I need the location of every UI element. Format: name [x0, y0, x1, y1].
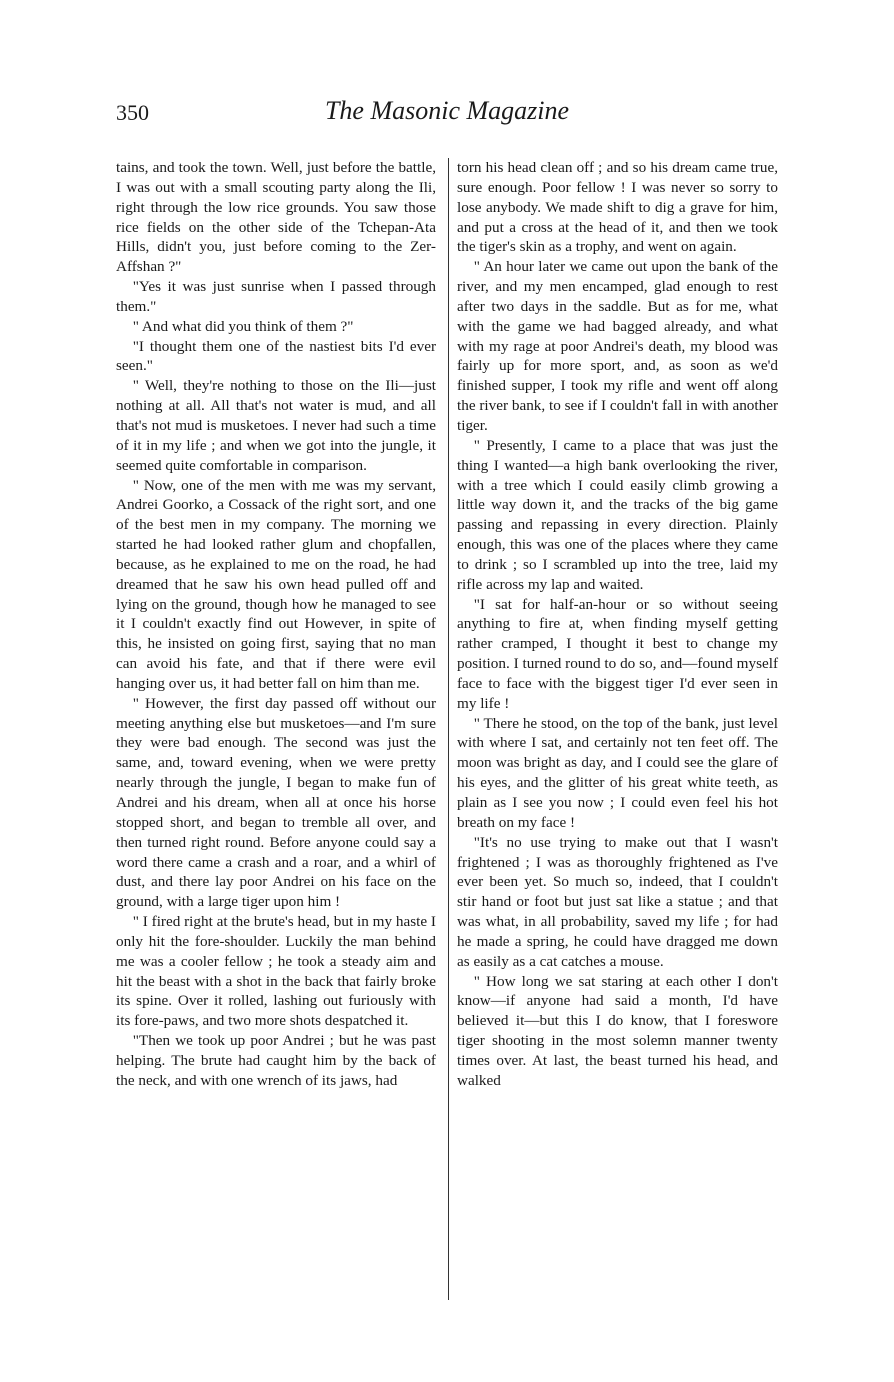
- paragraph: " Presently, I came to a place that was just the thing I wanted—a high bank overlooking the river, with a tree which I could easily climb growing a little way down it, and the tracks of the big game passing and repassing in every direction. Plainly enough, this was one of the places where they came to drink ; so I scrambled up into the tree, laid my rifle across my lap and waited.: [457, 436, 778, 593]
- paragraph: torn his head clean off ; and so his dream came true, sure enough. Poor fellow ! I was never so sorry to lose anybody. We made shift to dig a grave for him, and put a cross at the head of it, and then we took the tiger's skin as a trophy, and went on again.: [457, 159, 778, 256]
- paragraph: "Yes it was just sunrise when I passed through them.": [116, 278, 436, 315]
- page-header: [116, 92, 778, 136]
- paragraph: " However, the first day passed off without our meeting anything else but musketoes—and I'm sure they were bad enough. The second was just the same, and, toward evening, when we were pretty nearly through the jungle, I began to make fun of Andrei and his dream, when all at once his horse stopped short, and began to tremble all over, and then turned right round. Before anyone could say a word there came a crash and a roar, and a whirl of dust, and there lay poor Andrei on his face on the ground, with a large tiger upon him !: [116, 694, 436, 911]
- paragraph: " I fired right at the brute's head, but in my haste I only hit the fore-shoulder. Luckily the man behind me was a cooler fellow ; he took a steady aim and hit the beast with a shot in the back that fairly broke its spine. Over it rolled, lashing out furiously with its fore-paws, and two more shots despatched it.: [116, 913, 436, 1030]
- left-column: [116, 158, 436, 1091]
- paragraph: tains, and took the town. Well, just before the battle, I was out with a small scouting party along the Ili, right through the low rice grounds. You saw those rice fields on the other side of the Tchepan-Ata Hills, didn't you, just before coming to the Zer-Affshan ?": [116, 159, 436, 276]
- paragraph: "I thought them one of the nastiest bits I'd ever seen.": [116, 337, 436, 375]
- text-columns: [116, 158, 778, 1303]
- paragraph: " And what did you think of them ?": [132, 317, 354, 335]
- page-number: 350: [116, 100, 149, 125]
- column-divider: [448, 158, 449, 1300]
- paragraph: " How long we sat staring at each other I don't know—if anyone had said a month, I'd have believed it—but this I do know, that I foreswore tiger shooting in the most solemn manner twenty times over. At last, the beast turned his head, and walked: [457, 972, 778, 1089]
- paragraph: " There he stood, on the top of the bank, just level with where I sat, and certainly not ten feet off. The moon was bright as day, and I could see the glare of his eyes, and the glitter of his great white teeth, as plain as I see you now ; I could even feel his hot breath on my face !: [457, 714, 778, 831]
- paragraph: " Now, one of the men with me was my servant, Andrei Goorko, a Cossack of the right sort, and one of the best men in my company. The morning we started he had looked rather glum and chopfallen, because, as he explained to me on the road, he had dreamed that he saw his own head pulled off and lying on the ground, though how he managed to see it I couldn't exactly find out However, in spite of this, he insisted on going first, saying that no man can avoid his fate, and that if there were evil hanging over us, it had better fall on him than me.: [116, 476, 436, 692]
- paragraph: "Then we took up poor Andrei ; but he was past helping. The brute had caught him by the back of the neck, and with one wrench of its jaws, had: [116, 1032, 436, 1089]
- paragraph: " An hour later we came out upon the bank of the river, and my men encamped, glad enough to rest after two days in the saddle. But as for me, what with the game we had bagged already, and what with my rage at poor Andrei's death, my blood was fairly up for more sport, and, as soon as we'd finished supper, I took my rifle and went off along the river bank, to see if I couldn't fall in with another tiger.: [457, 258, 778, 434]
- paragraph: "I sat for half-an-hour or so without seeing anything to fire at, when finding myself getting rather cramped, I thought it best to change my position. I turned round to do so, and—found myself face to face with the biggest tiger I'd ever seen in my life !: [457, 595, 778, 712]
- paragraph: " Well, they're nothing to those on the Ili—just nothing at all. All that's not water is mud, and all that's not mud is musketoes. I never had such a time of it in my life ; and when we got into the jungle, it seemed quite comfortable in comparison.: [116, 377, 436, 474]
- right-column: [457, 158, 778, 1091]
- running-title: The Masonic Magazine: [324, 96, 570, 125]
- paragraph: "It's no use trying to make out that I wasn't frightened ; I was as thoroughly frightened as I've ever been yet. So much so, indeed, that I couldn't stir hand or foot but just sat like a statue ; and that was what, in all probability, saved my life ; for had he made a spring, he could have dragged me down as easily as a cat catches a mouse.: [457, 833, 778, 970]
